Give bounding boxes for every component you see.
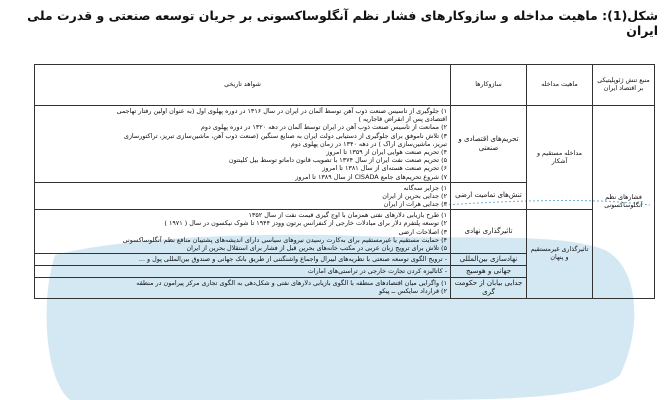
evidence-cell (35, 210, 451, 254)
evidence-line: ۲) توسعه پلتفرم دلار برای مبادلات خارجی از کنفرانس برتون وودز ۱۹۴۴ تا شوک نیکسون در سال ( ۱۹۷۱ ) (164, 219, 447, 228)
evidence-line: ۴) تحریم صنعت هوایی ایران از ۱۳۵۹ تا امروز (326, 147, 447, 156)
evidence-line: ۳) جدایی هرات از ایران (383, 200, 447, 209)
evidence-line: - کاتالیزه کردن تجارت خارجی در تراستی‌های امارات (307, 267, 447, 276)
evidence-line: - ترویج الگوی توسعه صنعتی با نظریه‌های لیبرال واجماع واشنگتنی از طریق بانک جهانی و صندوق بین‌المللی پول و ... (138, 255, 447, 264)
tool-cell: جهانی و هوسیج (451, 266, 527, 278)
evidence-line: ۲) قرارداد سایکس ــ پیکو (378, 287, 447, 296)
evidence-line: ۵) تحریم صنعت نفت ایران از سال ۱۳۷۴ با تصویب قانون داماتو توسط بیل کلینتون (228, 156, 447, 165)
history-table (34, 64, 655, 299)
header-tools: سازوکارها (451, 65, 527, 106)
evidence-line: ۶) تحریم صنعت هسته‌ای از سال ۱۳۸۱ تا امروز (322, 164, 447, 173)
evidence-line: تبریز، ماشین‌سازی اراک ) در دهه ۱۳۴۰ در زمان پهلوی دوم (290, 139, 447, 148)
group-cell: فشارهای نظم آنگلوساکسونی (593, 106, 655, 299)
header-row (35, 65, 655, 106)
mode-cell: مداخله مستقیم و آشکار (527, 106, 593, 210)
evidence-cell (35, 106, 451, 183)
evidence-line: ۲) جدایی بحرین از ایران (382, 191, 447, 200)
tool-cell: تاثیرگذاری نهادی (451, 210, 527, 254)
evidence-line: ۴) حمایت مستقیم یا غیرمستقیم برای به‌کارت رسیدن نیروهای سیاسی دارای اندیشه‌های پشتیبان منافع نظم آنگلوساکسونی (122, 235, 447, 244)
tool-cell: تنش‌های تمامیت ارضی (451, 182, 527, 210)
evidence-line: ۱) واگرایی میان اقتصادهای منطقه با الگوی بازیابی دلارهای نفتی و شکل‌دهی به الگوی تجاری مرکز پیرامون در منطقه (136, 279, 447, 288)
evidence-cell (35, 254, 451, 266)
evidence-line: ۱) جلوگیری از تاسیس صنعت ذوب آهن توسط آلمان در ایران در سال ۱۳۱۶ در دوره پهلوی اول (به عنوان اولین رفتار تهاجمی (116, 107, 447, 115)
tool-cell: تحریم‌های اقتصادی و صنعتی (451, 106, 527, 183)
evidence-line: ۳) تلاش ناموفق برای جلوگیری از دستیابی دولت ایران به صنایع سنگین (صنعت ذوب آهن، ماشین‌سازی تبریز، تراکتورسازی (123, 131, 447, 140)
tool-cell: نهادسازی بین‌المللی (451, 254, 527, 266)
evidence-line: ۲) ممانعت از تاسیس صنعت ذوب آهن در ایران توسط آلمان در دهه ۱۳۲۰ در دوره پهلوی دوم (200, 123, 447, 132)
evidence-cell (35, 266, 451, 278)
evidence-cell (35, 182, 451, 210)
evidence-line: ۱) جزایر سه‌گانه (403, 183, 447, 192)
evidence-line: ۵) تلاش برای ترویج زبان عربی در مکتب خانه‌های بحرین قبل از فشار برای استقلال بحرین از ایران (186, 244, 447, 252)
tool-cell: جدایی بیابان از حکومت گری (451, 278, 527, 299)
header-mode: ماهیت مداخله (527, 65, 593, 106)
evidence-line: ۱) طرح بازیابی دلارهای نفتی همزمان با اوج گیری قیمت نفت از سال ۱۳۵۲ (248, 211, 447, 220)
header-group: منبع تنش ژئوپلیتیکی بر اقتصاد ایران (593, 65, 655, 106)
evidence-line: ۳) اصلاحات ارضی (398, 227, 447, 236)
mode-cell: تاثیرگذاری غیرمستقیم و پنهان (527, 210, 593, 299)
evidence-line: ۷) شروع تحریم‌های جامع CISADA از سال ۱۳۸۹ تا امروز (295, 172, 447, 181)
evidence-line: اقتصادی پس از انقراض قاجاریه ) (358, 115, 447, 124)
figure-title: شکل(1): ماهیت مداخله و سازوکارهای فشار نظم آنگلوساکسونی بر جریان توسعه صنعتی و قدرت ملی ایران (27, 8, 658, 38)
table-row (35, 210, 655, 254)
header-evidence: شواهد تاریخی (35, 65, 451, 106)
table-row (35, 106, 655, 183)
evidence-cell (35, 278, 451, 299)
